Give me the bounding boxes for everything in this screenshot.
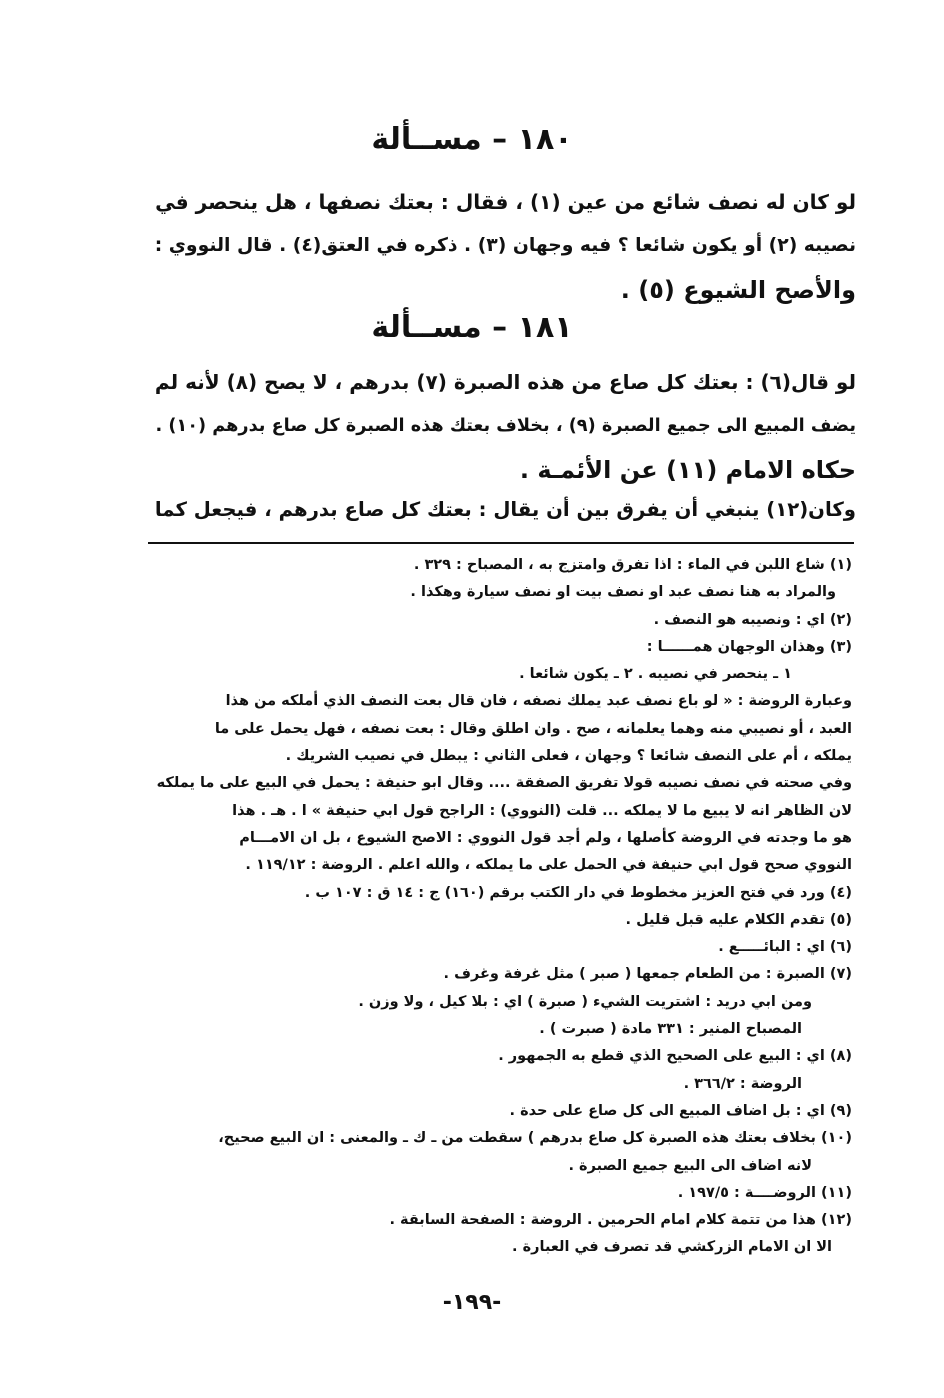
paragraph-line: والأصح الشيوع (٥) . xyxy=(620,276,856,304)
footnote-divider xyxy=(148,542,854,544)
section-heading-181: ١٨١ – مســألة xyxy=(371,310,573,345)
footnote-line: (٨) اي : البيع على الصحيح الذي قطع به الجمهور . xyxy=(498,1048,852,1065)
footnote-line: ومن ابي دريد : اشتريت الشيء ( صبرة ) اي : بلا كيل ، ولا وزن . xyxy=(358,993,812,1010)
footnote-line: الروضة : ٣٦٦/٢ . xyxy=(683,1075,802,1092)
issue-180-paragraph xyxy=(140,180,856,312)
footnote-line: وفي صحته في نصف نصيبه قولا تفريق الصفقة .... وقال ابو حنيفة : يحمل في البيع على ما يملكه xyxy=(156,775,852,792)
footnote-line: (١٢) هذا من تتمة كلام امام الحرمين . الروضة : الصفحة السابقة . xyxy=(389,1212,852,1229)
footnote-line: (٦) اي : البائـــــع . xyxy=(718,939,852,956)
footnote-line: (٩) اي : بل اضاف المبيع الى كل صاع على حدة . xyxy=(509,1102,852,1119)
footnote-line: (٥) تقدم الكلام عليه قبل قليل . xyxy=(625,911,852,928)
footnote-line: (٣) وهذان الوجهان همــــــا : xyxy=(646,638,852,655)
footnote-line: لانه اضاف الى البيع جميع الصبرة . xyxy=(568,1157,812,1174)
footnote-line: وعبارة الروضة : « لو باع نصف عبد يملك نصفه ، فان قال بعت النصف الذي أملكه من هذا xyxy=(225,693,852,710)
footnote-line: هو ما وجدته في الروضة كأصلها ، ولم أجد قول النووي : الاصح الشيوع ، بل ان الامـــام xyxy=(239,829,852,846)
paragraph-line: نصيبه (٢) أو يكون شائعا ؟ فيه وجهان (٣) . ذكره في العتق(٤) . قال النووي : xyxy=(154,235,856,256)
footnote-line: (٤) ورد في فتح العزيز مخطوط في دار الكتب برقم (١٦٠) ج : ١٤ ق : ١٠٧ ب . xyxy=(304,884,852,901)
footnote-line: الا ان الامام الزركشي قد تصرف في العبارة . xyxy=(512,1239,832,1256)
footnote-line: (١٠) بخلاف بعتك هذه الصبرة كل صاع بدرهم ) سقطت من ـ ك ـ والمعنى : ان البيع صحيح، xyxy=(218,1130,852,1147)
page-number: -١٩٩- xyxy=(442,1290,502,1315)
footnote-line: (١) شاع اللبن في الماء : اذا تفرق وامتزج به ، المصباح : ٣٢٩ . xyxy=(413,557,852,573)
footnote-line: النووي صحح قول ابي حنيفة في الحمل على ما يملكه ، والله اعلم . الروضة : ١١٩/١٢ . xyxy=(245,857,852,874)
footnote-line: يملكه ، أم على النصف شائعا ؟ وجهان ، فعلى الثاني : يبطل في نصيب الشريك . xyxy=(285,748,852,765)
paragraph-line: لو كان له نصف شائع من عين (١) ، فقال : بعتك نصفها ، هل ينحصر في xyxy=(155,190,856,214)
issue-181-continuation xyxy=(140,488,856,532)
paragraph-line: وكان(١٢) ينبغي أن يفرق بين أن يقال : بعتك كل صاع بدرهم ، فيجعل كما xyxy=(154,498,856,521)
section-heading-180: ١٨٠ – مســألة xyxy=(371,122,573,157)
footnotes-block xyxy=(140,552,852,1262)
paragraph-line: لو قال(٦) : بعتك كل صاع من هذه الصبرة (٧) بدرهم ، لا يصح (٨) لأنه لم xyxy=(154,370,856,394)
footnote-line: العبد ، أو نصيبي منه وهما يعلمانه ، صح . وان اطلق وقال : بعت نصفه ، فهل يحمل على ما xyxy=(214,720,852,737)
footnote-line: المصباح المنير : ٣٣١ مادة ( صبرت ) . xyxy=(539,1021,802,1038)
paragraph-line: يضف المبيع الى جميع الصبرة (٩) ، بخلاف بعتك هذه الصبرة كل صاع بدرهم (١٠) . xyxy=(155,416,856,436)
footnote-line: ١ ـ ينحصر في نصيبه . ٢ ـ يكون شائعا . xyxy=(519,666,792,683)
footnote-line: (٢) اي : ونصيبه هو النصف . xyxy=(653,611,852,628)
issue-181-paragraph xyxy=(140,360,856,492)
footnote-line: لان الظاهر انه لا يبيع ما لا يملكه ... قلت (النووي) : الراجح قول ابي حنيفة » ا . هـ . هذا xyxy=(232,802,852,819)
footnote-line: (١١) الروضــــة : ١٩٧/٥ . xyxy=(677,1184,852,1201)
paragraph-line: حكاه الامام (١١) عن الأئمـة . xyxy=(519,456,856,484)
footnote-line: والمراد به هنا نصف عبد او نصف بيت او نصف سيارة وهكذا . xyxy=(410,584,836,601)
footnote-line: (٧) الصبرة : من الطعام جمعها ( صبر ) مثل غرفة وغرف . xyxy=(443,966,852,983)
